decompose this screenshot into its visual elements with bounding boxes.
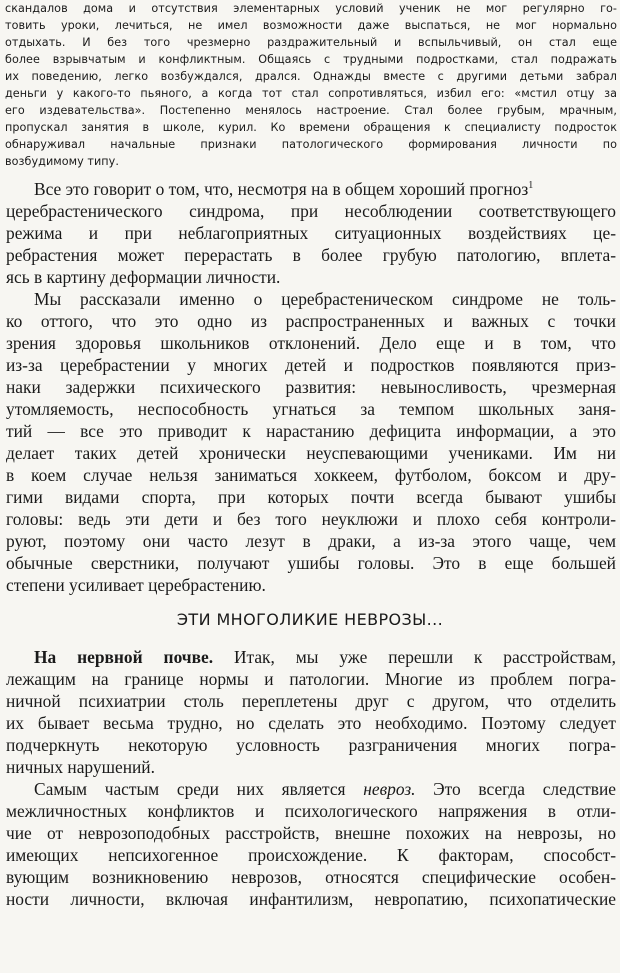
case-line: обнаруживал начальные признаки патологического формирования личности по — [5, 138, 617, 151]
paragraph-line: ясь в картину деформации личности. — [6, 267, 281, 287]
paragraph-line: зрения здоровья школьников отклонений. Дело еще и в том, что — [6, 333, 616, 353]
case-line: отдыхать. И без того чрезмерно раздражительный и вспыльчивый, он стал еще — [5, 36, 617, 49]
run-in-heading: На нервной почве. — [34, 647, 214, 667]
paragraph-line: их бывает весьма трудно, но сделать это необходимо. Поэтому следует — [6, 713, 616, 733]
paragraph-line: ности личности, включая инфантилизм, невропатию, психопатические — [6, 889, 616, 909]
paragraph-line: гими видами спорта, при которых почти всегда бывают ушибы — [6, 487, 616, 507]
case-line: товить уроки, лечиться, не имел возможности даже выспаться, не мог нормально — [5, 19, 617, 32]
paragraph-line: лежащим на границе нормы и патологии. Многие из проблем погра- — [6, 669, 616, 689]
paragraph-line: утомляемость, неспособность угнаться за темпом школьных заня- — [6, 399, 616, 419]
paragraph-line: тий — все это приводит к нарастанию дефицита информации, а это — [6, 421, 616, 441]
paragraph-text: Все это говорит о том, что, несмотря на в общем хороший прогноз — [34, 179, 529, 199]
paragraph-line: в коем случае нельзя заниматься хоккеем, футболом, боксом и дру- — [6, 465, 616, 485]
case-line: пропускал занятия в школе, курил. Ко времени обращения к специалисту подросток — [5, 121, 617, 134]
paragraph-line — [34, 778, 616, 800]
paragraph-line: Мы рассказали именно о церебрастеническом синдроме не толь- — [34, 289, 616, 309]
paragraph-line: ничной психиатрии столь переплетены друг с другом, что отделить — [6, 691, 616, 711]
paragraph-line: церебрастенического синдрома, при несоблюдении соответствующего — [6, 201, 616, 221]
paragraph-text: Самым частым среди них является — [34, 779, 364, 799]
paragraph-line: межличностных конфликтов и психологического напряжения в отли- — [6, 801, 616, 821]
case-line: его издевательства». Постепенно менялось настроение. Стал более грубым, мрачным, — [5, 104, 617, 117]
paragraph-text: Итак, мы уже перешли к расстройствам, — [213, 647, 616, 667]
paragraph-line: режима и при неблагоприятных ситуационных воздействиях це- — [6, 223, 616, 243]
paragraph-line: ничных нарушений. — [6, 757, 155, 777]
case-line: скандалов дома и отсутствия элементарных условий ученик не мог регулярно го- — [5, 2, 617, 15]
paragraph-line: головы: ведь эти дети и без того неуклюжи и плохо себя контроли- — [6, 509, 616, 529]
case-line: более взрывчатым и конфликтным. Общаясь с трудными подростками, стал подражать — [5, 53, 617, 66]
paragraph-line: руют, поэтому они часто лезут в драки, а из-за этого чаще, чем — [6, 531, 616, 551]
paragraph-line — [34, 646, 616, 668]
footnote-reference: 1 — [528, 180, 534, 192]
paragraph-line — [34, 178, 612, 200]
paragraph-line: ребрастения может перерастать в более грубую патологию, вплета- — [6, 245, 616, 265]
paragraph-line: чие от неврозоподобных расстройств, внешне похожих на неврозы, но — [6, 823, 616, 843]
paragraph-line: имеющих непсихогенное происхождение. К факторам, способст- — [6, 845, 616, 865]
case-line: возбудимому типу. — [5, 155, 119, 168]
paragraph-line: делает таких детей хронически неуспевающими учениками. Им ни — [6, 443, 616, 463]
paragraph-line: вующим возникновению неврозов, относятся специфические особен- — [6, 867, 616, 887]
paragraph-line: ко оттого, что это одно из распространенных и важных с точки — [6, 311, 616, 331]
paragraph-line: из-за церебрастении у многих детей и подростков появляются приз- — [6, 355, 616, 375]
paragraph-line: наки задержки психического развития: невыносливость, чрезмерная — [6, 377, 616, 397]
section-heading: ЭТИ МНОГОЛИКИЕ НЕВРОЗЫ... — [176, 610, 444, 629]
case-line: деньги у какого-то пьяного, а когда тот стал сопротивляться, избил его: «мстил отцу за — [5, 87, 617, 100]
paragraph-line: подчеркнуть некоторую условность разграничения многих погра- — [6, 735, 616, 755]
case-line: их поведению, легко возбуждался, дрался. Однажды вместе с другими детьми забрал — [5, 70, 617, 83]
term-emphasis: невроз. — [363, 779, 416, 799]
paragraph-line: обычные сверстники, получают ушибы головы. Это в еще большей — [6, 553, 616, 573]
paragraph-line: степени усиливает церебрастению. — [6, 575, 266, 595]
paragraph-text: Это всегда следствие — [415, 779, 616, 799]
